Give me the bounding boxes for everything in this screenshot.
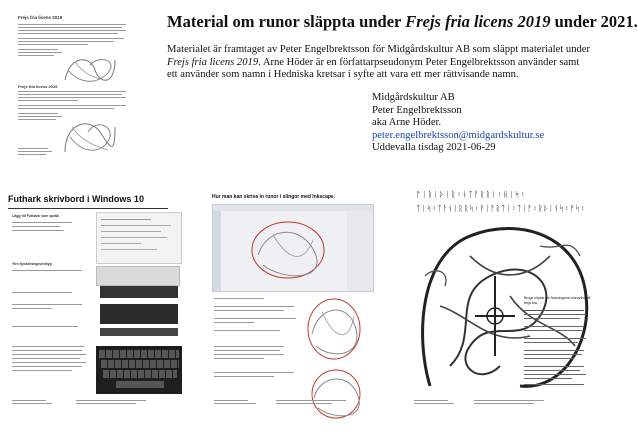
windows-keyboard-shot-1	[96, 266, 180, 286]
thumb-inkscape-howto	[200, 186, 386, 437]
sig-email-link[interactable]: peter.engelbrektsson@midgardskultur.se	[372, 129, 545, 141]
inkscape-screenshot	[212, 204, 374, 292]
windows-keyboard-shot-3	[100, 304, 178, 324]
inkscape-thumb-title: Hur man kan skriva in runor i slingor med Inkscape.	[212, 194, 336, 200]
knot-illustration-1	[60, 50, 120, 90]
windows-h1: Lägg till Futhark som språk	[12, 214, 59, 218]
sig-org: Midgårdskultur AB	[372, 92, 455, 103]
windows-h2: Ytre Nyckelningsverktyg	[12, 262, 52, 266]
sig-date: Uddevalla tisdag 2021-06-29	[372, 142, 496, 154]
thumb-runestone	[404, 186, 600, 437]
thumb-frejs-license	[2, 0, 142, 183]
intro-paragraph: Materialet är framtaget av Peter Engelbrektsson för Midgårdskultur AB som släppt materialet under Frejs fria licens 2019. Arne Höder är en författarpseudonym Peter Engelbrektsson använder samt ett använder som namn i Hedniska kretsar i syfte att vara ett mer rättvisande namn.	[167, 44, 591, 80]
sig-name: Peter Engelbrektsson	[372, 104, 462, 116]
windows-dialog-screenshot	[96, 212, 182, 264]
windows-keyboard-shot-2	[100, 286, 178, 298]
windows-thumb-title: Futhark skrivbord i Windows 10	[8, 194, 144, 204]
knot-illustration-2	[60, 112, 120, 162]
inkscape-knot-illustration-2	[308, 366, 364, 422]
runestone-knotwork	[410, 216, 596, 396]
windows-onscreen-keyboard	[96, 346, 182, 394]
thumb-subtitle: Frejs fria licens 2019	[18, 84, 58, 89]
rune-line-2: ᛏᛁᛋ᛬ᛏᚨᚾᛁᚱᚱᛋ᛬ᚹᛁᚨᚱᛏᛁ᛬ᛏᛁᚨ᛬ᚱᚦᛁᚾᛋ᛬ᚠᛋ᛬	[416, 204, 586, 213]
rune-line-1: ᚠᛁᚱᛁᚦᛁᚱ᛬ᚾᛏᚨᚱᚱᛁ᛬ᚺᛁᛋ᛬	[416, 190, 527, 199]
windows-keyboard-shot-4	[100, 328, 178, 336]
thumb-title: Frejs fria licens 2019	[18, 15, 63, 20]
signature-block	[372, 92, 544, 155]
page-title: Material om runor släppta under Frejs fria licens 2019 under 2021.	[167, 12, 638, 31]
thumb-windows-futhark	[0, 186, 190, 437]
inkscape-knot-illustration	[304, 294, 364, 364]
runestone-caption: Bruge ullysar sin Namdogrwa umnaning till freja ara.	[524, 296, 591, 305]
sig-aka: aka Arne Höder.	[372, 117, 442, 129]
